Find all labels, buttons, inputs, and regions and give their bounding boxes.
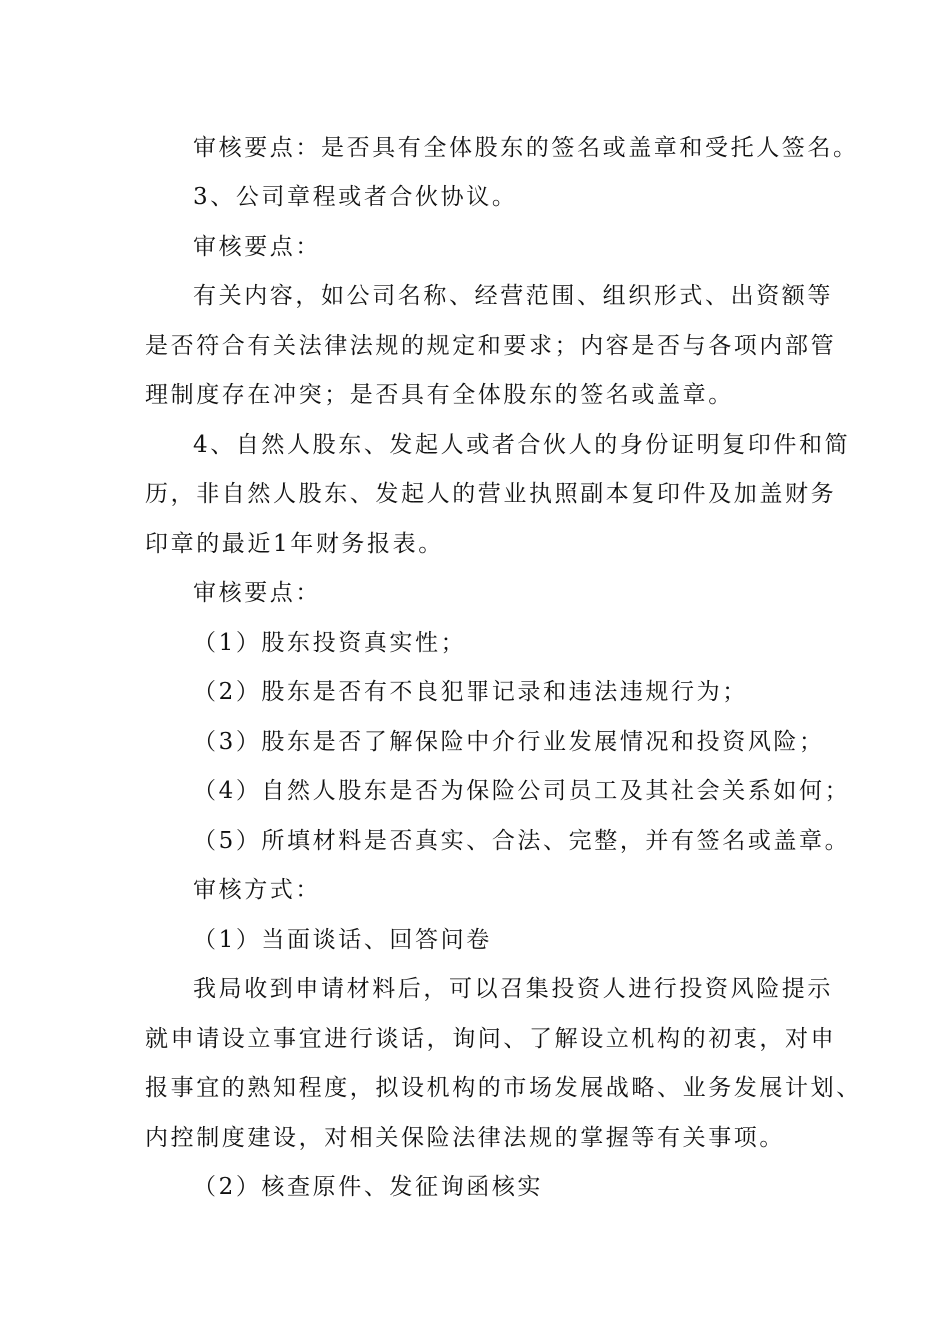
paragraph-line: 3、公司章程或者合伙协议。 xyxy=(193,184,518,210)
paragraph-line: 有关内容，如公司名称、经营范围、组织形式、出资额等 xyxy=(193,283,833,309)
paragraph-line: 是否符合有关法律法规的规定和要求；内容是否与各项内部管 xyxy=(145,333,837,359)
paragraph-line: （1）股东投资真实性； xyxy=(193,630,467,656)
paragraph-line: 历，非自然人股东、发起人的营业执照副本复印件及加盖财务 xyxy=(145,481,837,507)
paragraph-line: 审核要点： xyxy=(193,234,321,260)
paragraph-line: （5）所填材料是否真实、合法、完整，并有签名或盖章。 xyxy=(193,828,851,854)
paragraph-line: 审核要点：是否具有全体股东的签名或盖章和受托人签名。 xyxy=(193,135,859,161)
paragraph-line: （2）股东是否有不良犯罪记录和违法违规行为； xyxy=(193,679,748,705)
paragraph-line: （2）核查原件、发征询函核实 xyxy=(193,1174,544,1200)
paragraph-line: 印章的最近1年财务报表。 xyxy=(145,531,444,557)
paragraph-line: （4）自然人股东是否为保险公司员工及其社会关系如何； xyxy=(193,778,851,804)
paragraph-line: 审核要点： xyxy=(193,580,321,606)
paragraph-line: 4、自然人股东、发起人或者合伙人的身份证明复印件和简 xyxy=(193,432,851,458)
paragraph-line: 内控制度建设，对相关保险法律法规的掌握等有关事项。 xyxy=(145,1125,785,1151)
paragraph-line: 审核方式： xyxy=(193,877,321,903)
paragraph-line: （3）股东是否了解保险中介行业发展情况和投资风险； xyxy=(193,729,825,755)
paragraph-line: 报事宜的熟知程度，拟设机构的市场发展战略、业务发展计划、 xyxy=(145,1075,862,1101)
paragraph-line: 就申请设立事宜进行谈话，询问、了解设立机构的初衷，对申 xyxy=(145,1026,837,1052)
paragraph-line: （1）当面谈话、回答问卷 xyxy=(193,927,492,953)
paragraph-line: 我局收到申请材料后，可以召集投资人进行投资风险提示 xyxy=(193,976,833,1002)
paragraph-line: 理制度存在冲突；是否具有全体股东的签名或盖章。 xyxy=(145,382,734,408)
